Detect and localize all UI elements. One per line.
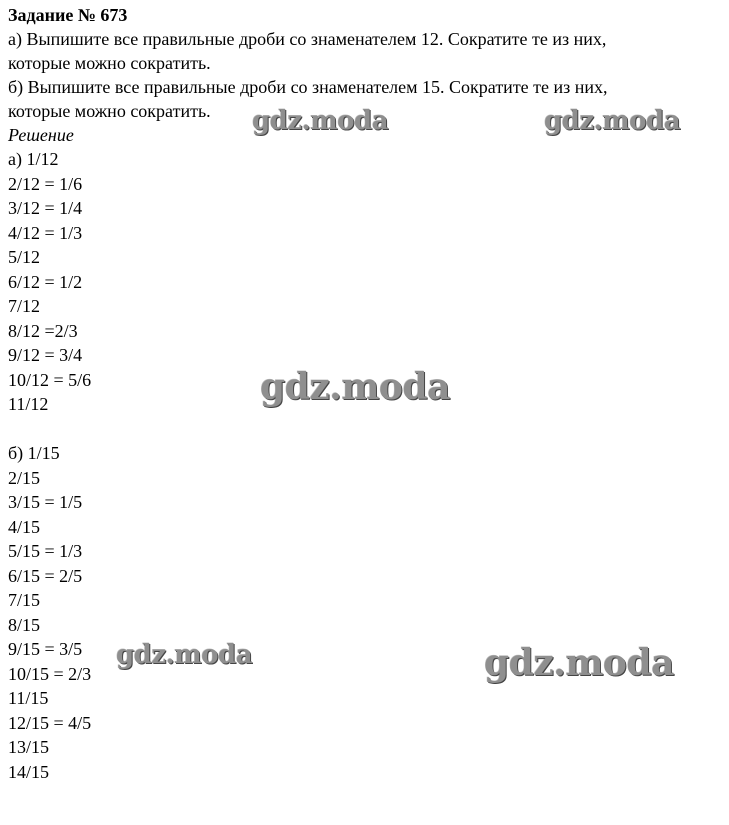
watermark: gdz.moda bbox=[260, 366, 450, 408]
section-spacer bbox=[8, 417, 723, 442]
answer-line: а) 1/12 bbox=[8, 149, 59, 169]
answer-line: 11/15 bbox=[8, 688, 49, 708]
answer-line: 4/12 = 1/3 bbox=[8, 222, 83, 243]
watermark: gdz.moda bbox=[484, 642, 674, 684]
answer-line: 14/15 bbox=[8, 761, 50, 782]
answer-line: 4/15 bbox=[8, 516, 41, 537]
answer-line: 2/15 bbox=[8, 467, 41, 488]
answer-line: 8/15 bbox=[8, 614, 41, 635]
answer-line: 13/15 bbox=[8, 737, 50, 757]
answer-line: 7/15 bbox=[8, 590, 41, 610]
answer-line: 2/12 = 1/6 bbox=[8, 173, 83, 194]
watermark: gdz.moda bbox=[252, 106, 389, 136]
answer-line: 6/12 = 1/2 bbox=[8, 271, 83, 292]
answer-line: 3/12 = 1/4 bbox=[8, 198, 83, 218]
answer-line: 5/12 bbox=[8, 247, 41, 267]
answer-line: 11/12 bbox=[8, 394, 49, 414]
answer-line: 8/12 =2/3 bbox=[8, 320, 78, 341]
answer-line: 9/12 = 3/4 bbox=[8, 345, 83, 365]
answer-line: 3/15 = 1/5 bbox=[8, 492, 83, 512]
answer-line: 10/15 = 2/3 bbox=[8, 663, 92, 684]
watermark: gdz.moda bbox=[116, 640, 253, 670]
answer-line: 7/12 bbox=[8, 296, 41, 316]
solution-heading: Решение bbox=[8, 125, 74, 145]
answer-line: б) 1/15 bbox=[8, 443, 60, 463]
task-part-a-line-1: а) Выпишите все правильные дроби со знаменателем 12. Сократите те из них, bbox=[8, 29, 607, 49]
answer-line: 12/15 = 4/5 bbox=[8, 712, 92, 733]
task-part-b-line-2: которые можно сократить. bbox=[8, 101, 211, 121]
answer-line: 6/15 = 2/5 bbox=[8, 565, 83, 586]
watermark: gdz.moda bbox=[544, 106, 681, 136]
task-part-a-line-2: которые можно сократить. bbox=[8, 53, 211, 73]
answer-line: 9/15 = 3/5 bbox=[8, 639, 83, 659]
task-part-b-line-1: б) Выпишите все правильные дроби со знаменателем 15. Сократите те из них, bbox=[8, 77, 608, 97]
answer-line: 5/15 = 1/3 bbox=[8, 541, 83, 561]
task-title: Задание № 673 bbox=[8, 5, 128, 25]
answer-line: 10/12 = 5/6 bbox=[8, 369, 92, 390]
answers-part-b bbox=[8, 441, 723, 784]
